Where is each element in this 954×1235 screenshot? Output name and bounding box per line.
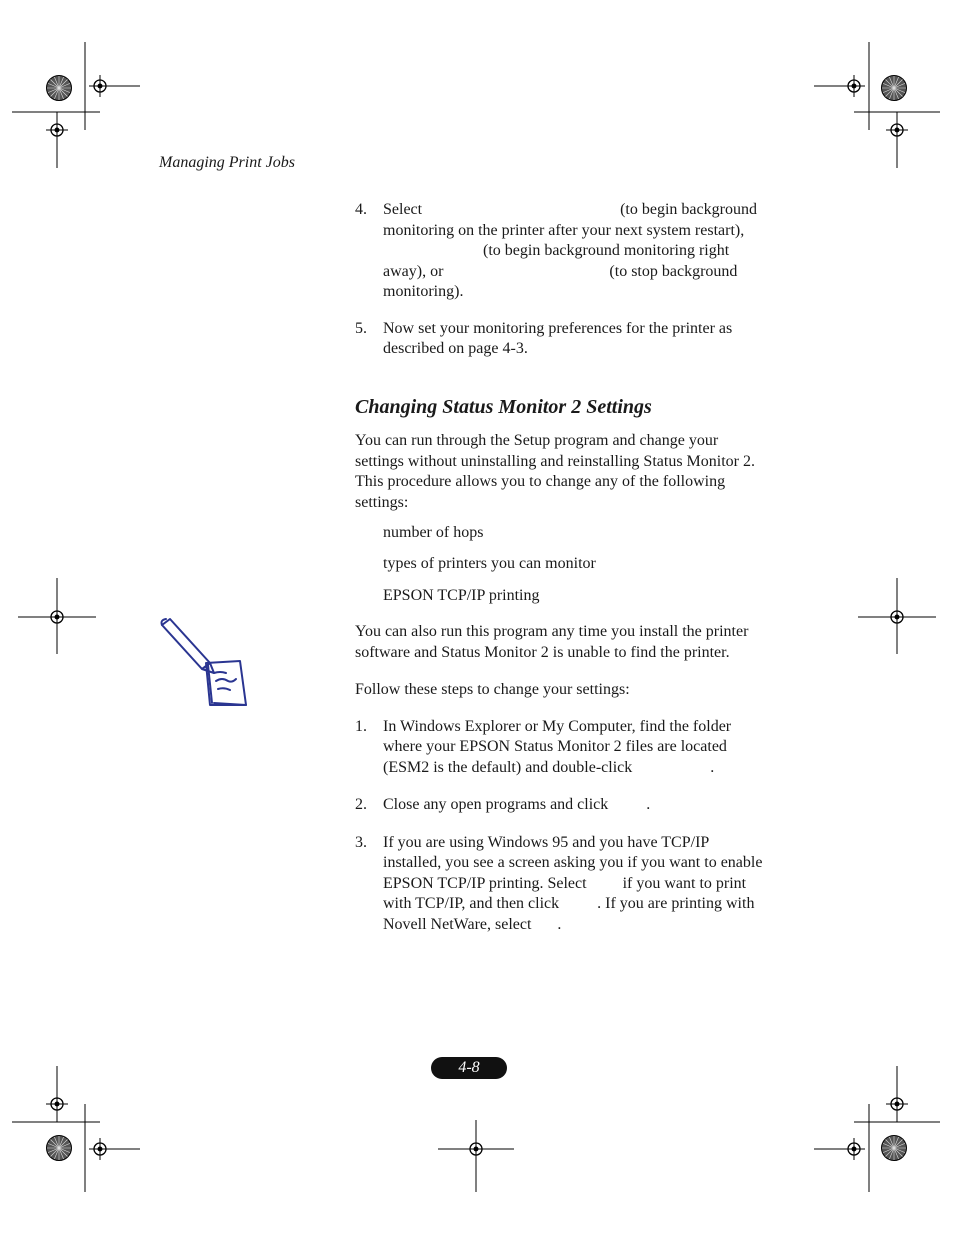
text-line: . If you are printing with: [597, 895, 755, 912]
text-line: where your EPSON Status Monitor 2 files are located: [383, 738, 727, 755]
text-line: away), or: [383, 262, 444, 280]
text-line: monitoring on the printer after your next system restart),: [383, 221, 745, 239]
text-line: EPSON TCP/IP printing. Select: [383, 874, 587, 892]
step-number: 5.: [355, 319, 367, 337]
text-line: software and Status Monitor 2 is unable to find the printer.: [355, 643, 730, 661]
text-line: .: [710, 758, 715, 776]
settings-list-item: EPSON TCP/IP printing: [383, 586, 540, 604]
text-line: You can also run this program any time you install the printer: [355, 623, 749, 640]
text-line: (to begin background monitoring right: [483, 242, 730, 259]
text-line: (to begin background: [620, 201, 757, 218]
text-line: In Windows Explorer or My Computer, find the folder: [383, 717, 732, 735]
intro-paragraph: [355, 431, 785, 513]
note-paragraph: [355, 622, 785, 663]
running-header: Managing Print Jobs: [159, 154, 295, 171]
section-title: Changing Status Monitor 2 Settings: [355, 395, 652, 418]
step-number: 1.: [355, 717, 367, 735]
text-line: Now set your monitoring preferences for the printer as: [383, 319, 733, 337]
text-line: .: [646, 796, 651, 813]
step-2: [355, 795, 785, 816]
step-1: [355, 717, 785, 779]
text-line: if you want to print: [622, 874, 747, 892]
text-line: with TCP/IP, and then click: [383, 895, 560, 912]
text-line: Select: [383, 201, 423, 218]
settings-list-item: types of printers you can monitor: [383, 555, 596, 572]
step-number: 3.: [355, 833, 367, 851]
text-line: monitoring).: [383, 283, 464, 300]
text-line: .: [557, 915, 562, 933]
step-5: [355, 319, 785, 360]
main-content: [355, 200, 785, 935]
text-line: (to stop background: [609, 262, 738, 280]
text-line: Novell NetWare, select: [383, 915, 532, 933]
text-line: settings without uninstalling and reinstalling Status Monitor 2.: [355, 452, 755, 470]
pencil-note-icon: [156, 617, 252, 713]
text-line: described on page 4-3.: [383, 340, 528, 357]
text-line: installed, you see a screen asking you if you want to enable: [383, 854, 763, 871]
step-number: 2.: [355, 796, 367, 813]
text-line: Close any open programs and click: [383, 796, 609, 813]
text-line: If you are using Windows 95 and you have TCP/IP: [383, 833, 710, 851]
step-number: 4.: [355, 201, 367, 218]
step-4: [355, 200, 785, 303]
settings-list-item: number of hops: [383, 524, 484, 541]
step-3: [355, 833, 785, 936]
page-number-badge: 4-8: [431, 1057, 507, 1079]
text-line: settings:: [355, 493, 409, 511]
text-line: You can run through the Setup program and change your: [355, 432, 719, 449]
text-line: (ESM2 is the default) and double-click: [383, 758, 633, 776]
text-line: This procedure allows you to change any of the following: [355, 473, 726, 490]
follow-paragraph: Follow these steps to change your settings:: [355, 681, 630, 698]
